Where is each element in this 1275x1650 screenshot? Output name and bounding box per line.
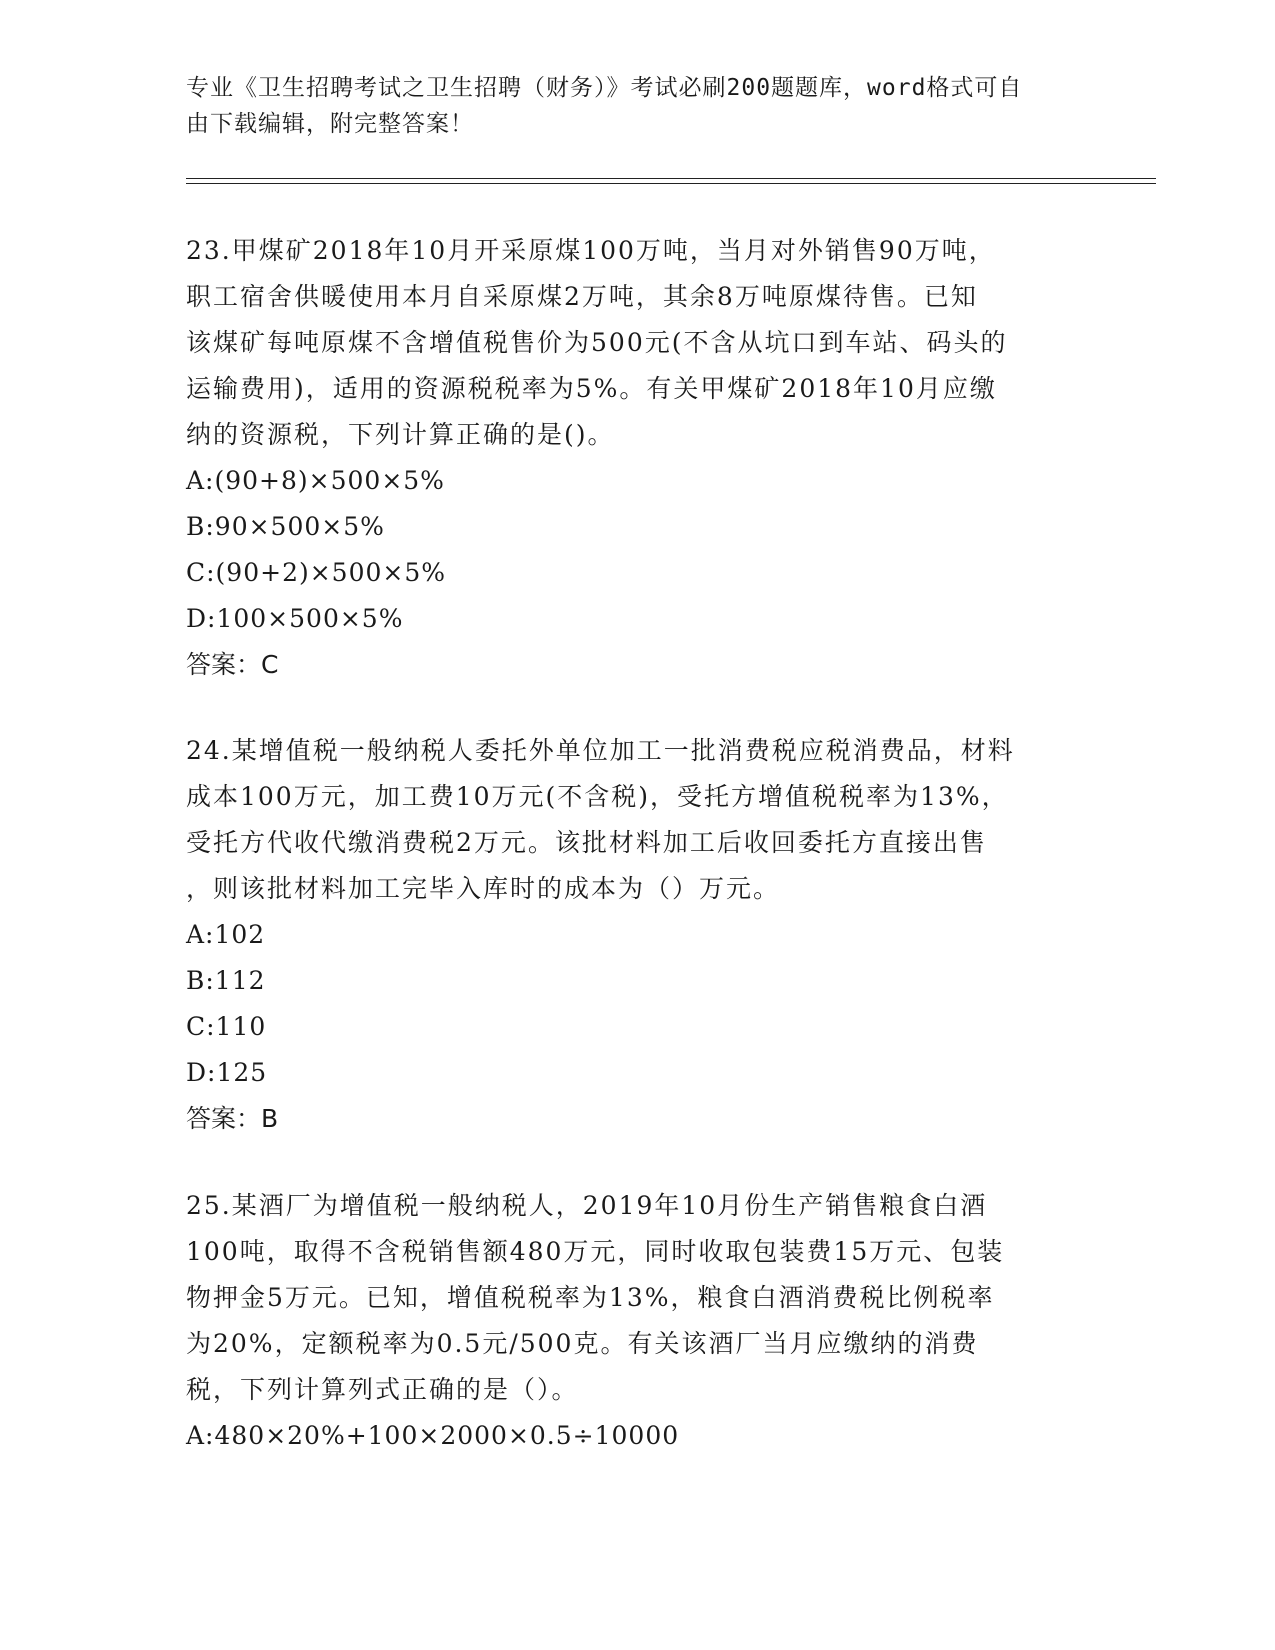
option-a: A:480×20%+100×2000×0.5÷10000 (186, 1421, 680, 1450)
option-c: C:(90+2)×500×5% (186, 558, 446, 587)
question-stem-line: 税，下列计算列式正确的是（）。 (186, 1375, 579, 1404)
document-header (186, 70, 1086, 142)
option-a: A:102 (186, 920, 266, 949)
question-24 (186, 728, 1086, 1142)
option-d: D:125 (186, 1058, 268, 1087)
question-stem-line: 25.某酒厂为增值税一般纳税人，2019年10月份生产销售粮食白酒 (186, 1191, 988, 1220)
question-stem-line: 为20%，定额税率为0.5元/500克。有关该酒厂当月应缴纳的消费 (186, 1329, 979, 1358)
option-d: D:100×500×5% (186, 604, 404, 633)
header-line-1: 专业《卫生招聘考试之卫生招聘（财务）》考试必刷200题题库，word格式可自 (186, 75, 1023, 101)
question-23 (186, 228, 1086, 688)
question-stem-line: 职工宿舍供暖使用本月自采原煤2万吨，其余8万吨原煤待售。已知 (186, 282, 978, 311)
option-a: A:(90+8)×500×5% (186, 466, 445, 495)
question-stem-line: 纳的资源税，下列计算正确的是()。 (186, 420, 615, 449)
question-stem-line: 23.甲煤矿2018年10月开采原煤100万吨，当月对外销售90万吨， (186, 236, 996, 265)
question-stem-line: 运输费用)，适用的资源税税率为5%。有关甲煤矿2018年10月应缴 (186, 374, 997, 403)
option-c: C:110 (186, 1012, 267, 1041)
header-divider (186, 178, 1156, 184)
option-b: B:112 (186, 966, 266, 995)
question-stem-line: 24.某增值税一般纳税人委托外单位加工一批消费税应税消费品，材料 (186, 736, 1015, 765)
question-stem-line: 受托方代收代缴消费税2万元。该批材料加工后收回委托方直接出售 (186, 828, 987, 857)
question-stem-line: 100吨，取得不含税销售额480万元，同时收取包装费15万元、包装 (186, 1237, 1005, 1266)
question-stem-line: 该煤矿每吨原煤不含增值税售价为500元(不含从坑口到车站、码头的 (186, 328, 1008, 357)
question-stem-line: 成本100万元，加工费10万元(不含税)，受托方增值税税率为13%， (186, 782, 1009, 811)
option-b: B:90×500×5% (186, 512, 385, 541)
question-25 (186, 1183, 1086, 1459)
answer-label: 答案：B (186, 1104, 279, 1133)
header-line-2: 由下载编辑，附完整答案！ (186, 111, 474, 137)
question-stem-line: 物押金5万元。已知，增值税税率为13%，粮食白酒消费税比例税率 (186, 1283, 995, 1312)
answer-label: 答案：C (186, 650, 279, 679)
question-stem-line: ，则该批材料加工完毕入库时的成本为（）万元。 (186, 874, 781, 903)
